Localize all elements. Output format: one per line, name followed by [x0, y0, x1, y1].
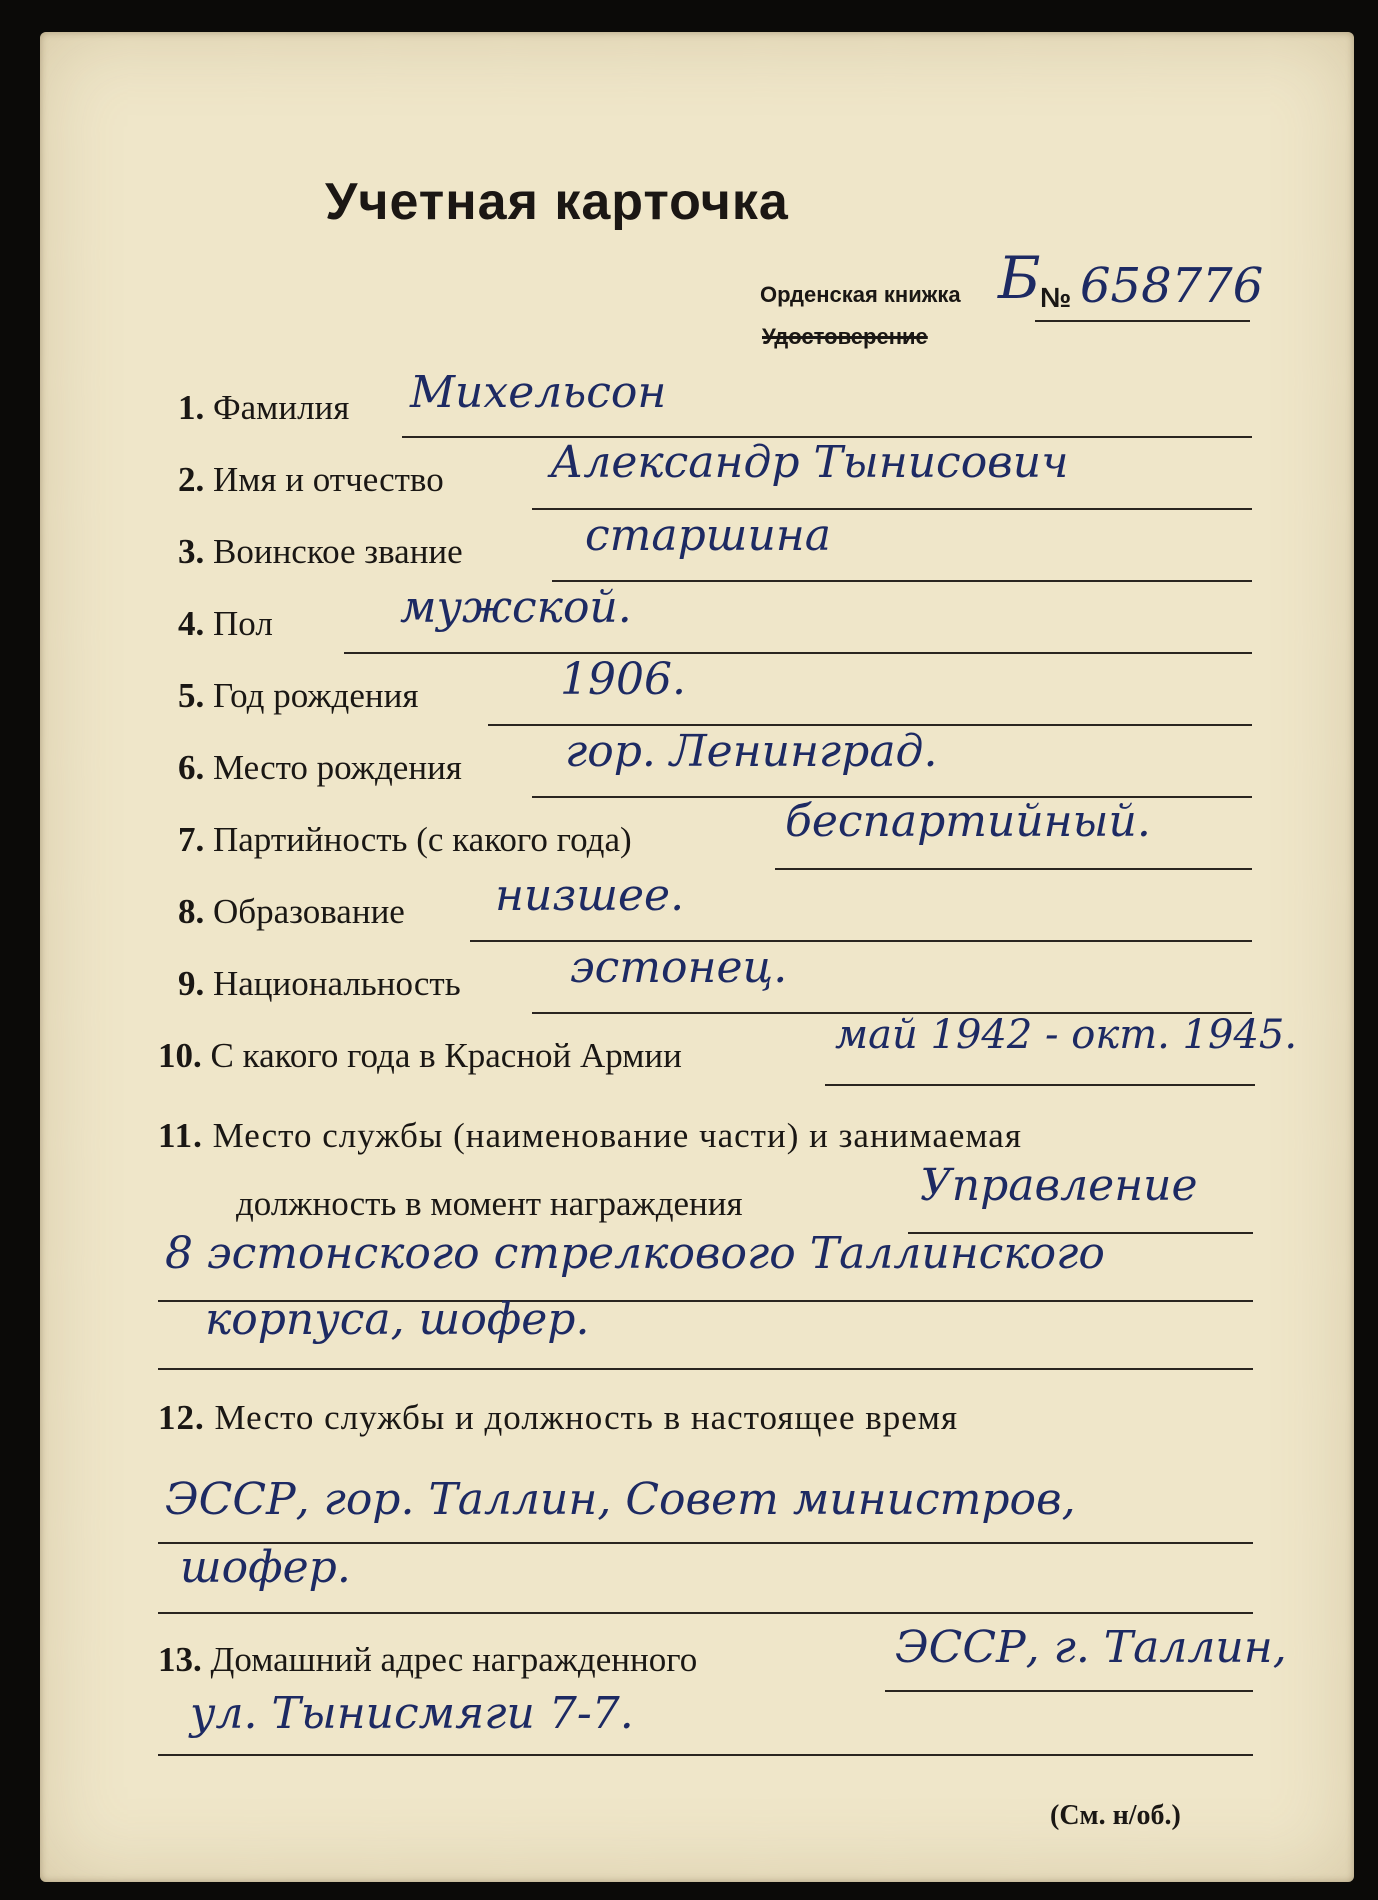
record-card: [40, 32, 1354, 1882]
field-13-line-2: [158, 1754, 1253, 1756]
order-book-label: Орденская книжка: [760, 282, 961, 307]
field-11-value-line2: 8 эстонского стрелкового Таллинского: [165, 1228, 1105, 1279]
field-13-line-1: [885, 1690, 1253, 1692]
field-9-label: 9. Национальность: [178, 964, 461, 1003]
order-book-number-line: [1035, 320, 1250, 322]
field-3-value: старшина: [585, 510, 831, 561]
field-6-label: 6. Место рождения: [178, 748, 462, 787]
field-6-value: гор. Ленинград.: [565, 726, 938, 777]
footer-note: (См. н/об.): [1050, 1800, 1181, 1831]
field-12-label: 12. Место службы и должность в настоящее время: [158, 1398, 959, 1437]
field-12-value-line2: шофер.: [180, 1542, 351, 1593]
field-11-label-line2: должность в момент награждения: [236, 1184, 743, 1223]
field-10-value: май 1942 - окт. 1945.: [835, 1012, 1298, 1058]
field-13-value-line2: ул. Тынисмяги 7-7.: [190, 1688, 634, 1739]
field-7-line: [775, 868, 1252, 870]
field-11-label-line1: 11. Место службы (наименование части) и занимаемая: [158, 1116, 1022, 1155]
order-book-number: 658776: [1080, 258, 1264, 314]
field-11-value-line1: Управление: [920, 1160, 1198, 1211]
field-12-line-2: [158, 1612, 1253, 1614]
field-5-label: 5. Год рождения: [178, 676, 419, 715]
field-4-label: 4. Пол: [178, 604, 273, 643]
field-2-value: Александр Тынисович: [550, 437, 1069, 488]
field-12-value-line1: ЭССР, гор. Таллин, Совет министров,: [165, 1474, 1076, 1525]
field-10-label: 10. С какого года в Красной Армии: [158, 1036, 682, 1075]
field-13-label: 13. Домашний адрес награжденного: [158, 1640, 698, 1679]
field-10-line: [825, 1084, 1255, 1086]
field-3-line: [552, 580, 1252, 582]
field-4-value: мужской.: [400, 582, 632, 633]
field-1-value: Михельсон: [410, 367, 667, 418]
field-1-label: 1. Фамилия: [178, 388, 350, 427]
field-5-value: 1906.: [560, 654, 686, 705]
field-7-value: беспартийный.: [785, 796, 1151, 847]
order-book-series: Б: [998, 244, 1041, 312]
field-7-label: 7. Партийность (с какого года): [178, 820, 632, 859]
field-2-label: 2. Имя и отчество: [178, 460, 444, 499]
field-8-value: низшее.: [495, 870, 685, 921]
field-13-value-line1: ЭССР, г. Таллин,: [895, 1622, 1287, 1673]
certificate-label-struck: Удостоверение: [762, 324, 928, 349]
field-9-value: эстонец.: [570, 942, 788, 993]
field-4-line: [344, 652, 1252, 654]
field-3-label: 3. Воинское звание: [178, 532, 463, 571]
field-11-value-line3: корпуса, шофер.: [205, 1294, 590, 1345]
field-8-label: 8. Образование: [178, 892, 405, 931]
number-sign: №: [1040, 282, 1072, 313]
page-title: Учетная карточка: [325, 173, 789, 231]
field-11-line-3: [158, 1368, 1253, 1370]
